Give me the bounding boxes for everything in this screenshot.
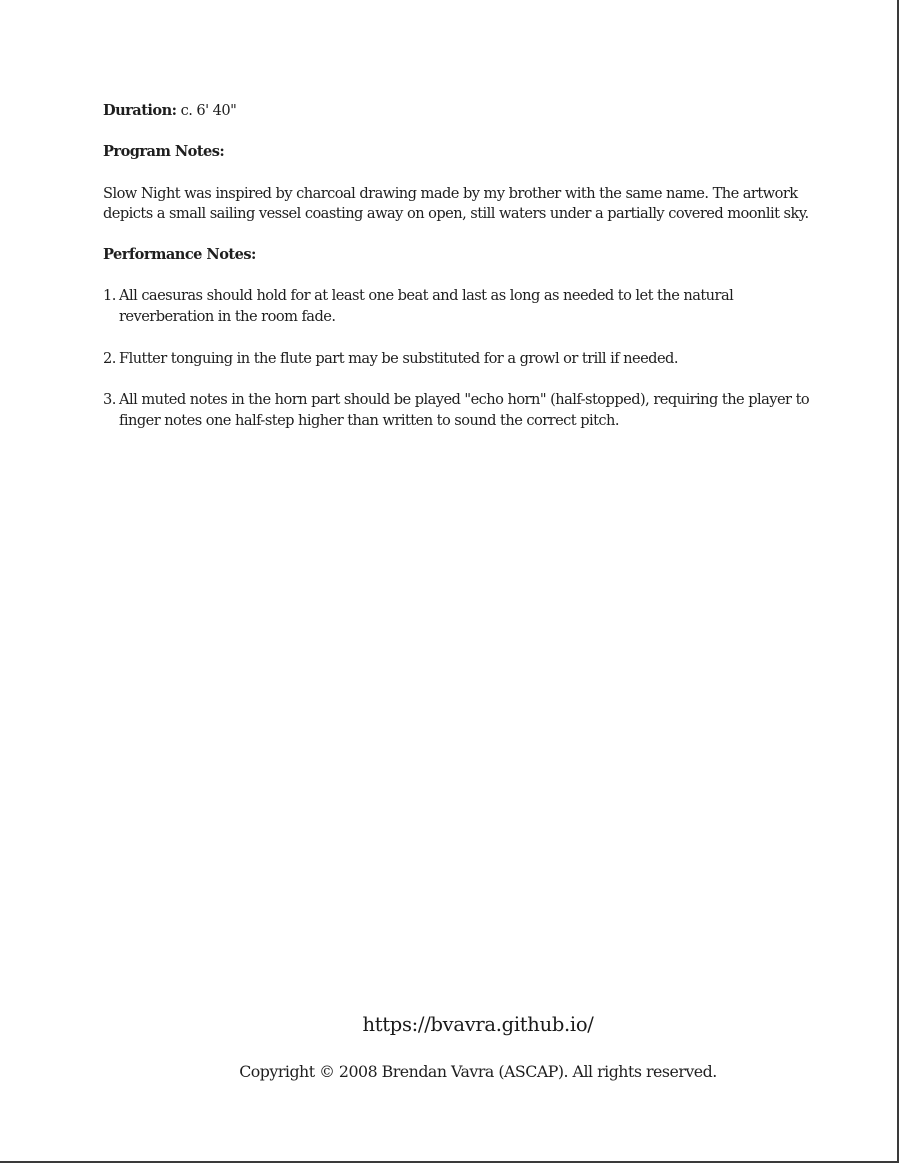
note-text: Flutter tonguing in the flute part may be substituted for a growl or trill if needed. <box>119 349 678 367</box>
note-text: All caesuras should hold for at least one beat and last as long as needed to let the natural reverberation in the room fade. <box>119 287 734 325</box>
notes-content <box>103 101 813 452</box>
note-number: 1. <box>103 287 116 305</box>
program-notes-heading: Program Notes: <box>103 143 225 160</box>
duration-line <box>103 101 813 122</box>
copyright-notice: Copyright © 2008 Brendan Vavra (ASCAP). All rights reserved. <box>239 1062 717 1081</box>
performance-note <box>103 390 813 431</box>
performance-notes-heading: Performance Notes: <box>103 245 256 263</box>
performance-note <box>103 349 813 370</box>
duration-label: Duration: <box>103 102 177 119</box>
duration-value: c. 6' 40" <box>176 102 237 119</box>
performance-notes-list <box>103 286 813 431</box>
note-number: 3. <box>103 391 116 409</box>
performance-note <box>103 286 813 327</box>
note-text: All muted notes in the horn part should be played "echo horn" (half-stopped), requiring the player to finger notes one half-step higher than written to sound the correct pitch. <box>119 391 810 429</box>
website-link[interactable]: https://bvavra.github.io/ <box>362 1013 594 1036</box>
note-number: 2. <box>103 349 116 367</box>
program-notes-body: Slow Night was inspired by charcoal drawing made by my brother with the same name. The artwork depicts a small sailing vessel coasting away on open, still waters under a partially covered moonlit sky. <box>103 184 809 223</box>
